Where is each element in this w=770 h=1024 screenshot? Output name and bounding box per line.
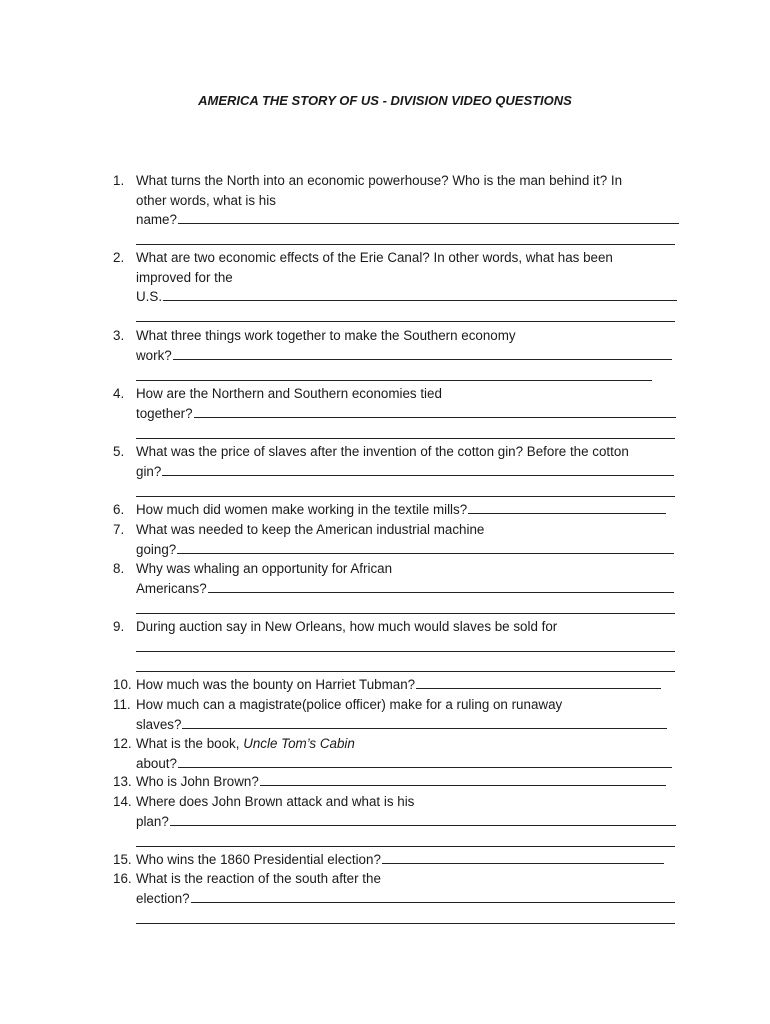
question-1 <box>113 171 693 249</box>
question-text-line <box>136 346 693 366</box>
question-6 <box>113 500 693 520</box>
question-text: election? <box>136 890 190 906</box>
question-text-line <box>136 579 693 599</box>
question-text-line: Why was whaling an opportunity for African <box>136 561 393 576</box>
question-16 <box>113 869 693 928</box>
question-15 <box>113 850 693 870</box>
question-text-line: How much can a magistrate(police officer) make for a ruling on runaway <box>136 697 563 712</box>
question-2 <box>113 248 693 326</box>
question-number: 15. <box>113 852 132 867</box>
question-text-line <box>136 404 693 424</box>
question-text-line <box>136 850 693 870</box>
question-text-line <box>136 812 693 832</box>
question-text: U.S. <box>136 289 163 304</box>
question-text-line <box>136 715 693 735</box>
answer-line[interactable] <box>136 423 675 443</box>
question-number: 16. <box>113 871 132 886</box>
question-number: 8. <box>113 561 125 576</box>
question-8 <box>113 559 693 618</box>
question-number: 7. <box>113 522 125 537</box>
question-text: What is the book, <box>136 736 244 751</box>
answer-line[interactable] <box>136 831 675 851</box>
question-text-line <box>136 462 693 482</box>
question-text: name? <box>136 212 177 227</box>
question-text: gin? <box>136 463 162 479</box>
answer-line[interactable] <box>136 598 675 618</box>
question-10 <box>113 675 693 695</box>
question-text: Americans? <box>136 580 207 596</box>
question-13 <box>113 772 693 792</box>
question-5 <box>113 442 693 501</box>
question-number: 13. <box>113 774 132 789</box>
question-text: work? <box>136 347 172 363</box>
question-text-line <box>136 754 693 774</box>
question-number: 4. <box>113 386 125 401</box>
answer-line[interactable] <box>136 307 675 327</box>
question-text: about? <box>136 755 177 771</box>
question-text-line <box>136 675 693 695</box>
question-text-line <box>136 210 693 230</box>
answer-line[interactable] <box>136 365 652 385</box>
answer-blank[interactable] <box>208 580 674 593</box>
answer-blank[interactable] <box>191 890 675 903</box>
question-number: 1. <box>113 173 125 188</box>
answer-blank[interactable] <box>260 773 666 786</box>
question-text-line <box>136 540 693 560</box>
answer-blank[interactable] <box>382 851 664 864</box>
question-text-line: What is the reaction of the south after the <box>136 871 381 886</box>
question-number: 11. <box>113 697 131 712</box>
answer-blank[interactable] <box>170 813 676 826</box>
question-text-line: During auction say in New Orleans, how much would slaves be sold for <box>136 619 558 634</box>
question-text-line <box>136 287 693 307</box>
question-text: How much did women make working in the textile mills? <box>136 502 468 517</box>
question-text-line: What was needed to keep the American industrial machine <box>136 522 485 537</box>
question-text-line: How are the Northern and Southern economies tied <box>136 386 442 401</box>
answer-blank[interactable] <box>182 716 667 729</box>
question-text: Who is John Brown? <box>136 774 259 789</box>
answer-line[interactable] <box>136 230 675 250</box>
question-12 <box>113 734 693 773</box>
answer-blank[interactable] <box>178 755 672 768</box>
question-text-line: What was the price of slaves after the invention of the cotton gin? Before the cotton <box>136 444 629 459</box>
question-text-line: Where does John Brown attack and what is his <box>136 794 415 809</box>
answer-blank[interactable] <box>173 347 672 360</box>
question-text-line: What three things work together to make the Southern economy <box>136 328 516 343</box>
question-text-line <box>136 889 693 909</box>
question-text-line: What turns the North into an economic powerhouse? Who is the man behind it? In <box>136 173 623 188</box>
page-title: AMERICA THE STORY OF US - DIVISION VIDEO QUESTIONS <box>198 93 572 108</box>
answer-blank[interactable] <box>194 405 676 418</box>
question-number: 6. <box>113 502 125 517</box>
question-number: 10. <box>113 677 132 692</box>
question-text: slaves? <box>136 716 182 732</box>
question-9 <box>113 617 693 676</box>
question-7 <box>113 520 693 559</box>
answer-blank[interactable] <box>162 463 674 476</box>
question-text: together? <box>136 405 193 421</box>
question-text: Who wins the 1860 Presidential election? <box>136 852 381 867</box>
question-number: 9. <box>113 619 125 634</box>
question-11 <box>113 695 693 734</box>
question-number: 12. <box>113 736 132 751</box>
answer-blank[interactable] <box>177 541 674 554</box>
answer-blank[interactable] <box>178 211 679 224</box>
question-text: plan? <box>136 813 169 829</box>
question-number: 14. <box>113 794 132 809</box>
question-text-line: improved for the <box>136 269 233 285</box>
answer-line[interactable] <box>136 637 675 657</box>
question-4 <box>113 384 693 443</box>
answer-line[interactable] <box>136 908 675 928</box>
question-3 <box>113 326 693 385</box>
book-title: Uncle Tom’s Cabin <box>243 736 355 751</box>
question-text-line: other words, what is his <box>136 192 276 208</box>
answer-blank[interactable] <box>163 288 677 301</box>
question-text-line <box>136 734 693 754</box>
answer-line[interactable] <box>136 656 675 676</box>
question-number: 5. <box>113 444 125 459</box>
question-text: How much was the bounty on Harriet Tubman? <box>136 677 416 692</box>
question-text-line: What are two economic effects of the Erie Canal? In other words, what has been <box>136 250 613 265</box>
answer-blank[interactable] <box>416 676 661 689</box>
question-number: 2. <box>113 250 125 265</box>
question-text-line <box>136 500 693 520</box>
question-text-line <box>136 772 693 792</box>
answer-line[interactable] <box>136 481 675 501</box>
answer-blank[interactable] <box>468 501 666 514</box>
question-14 <box>113 792 693 851</box>
question-text: going? <box>136 541 177 557</box>
question-number: 3. <box>113 328 125 343</box>
